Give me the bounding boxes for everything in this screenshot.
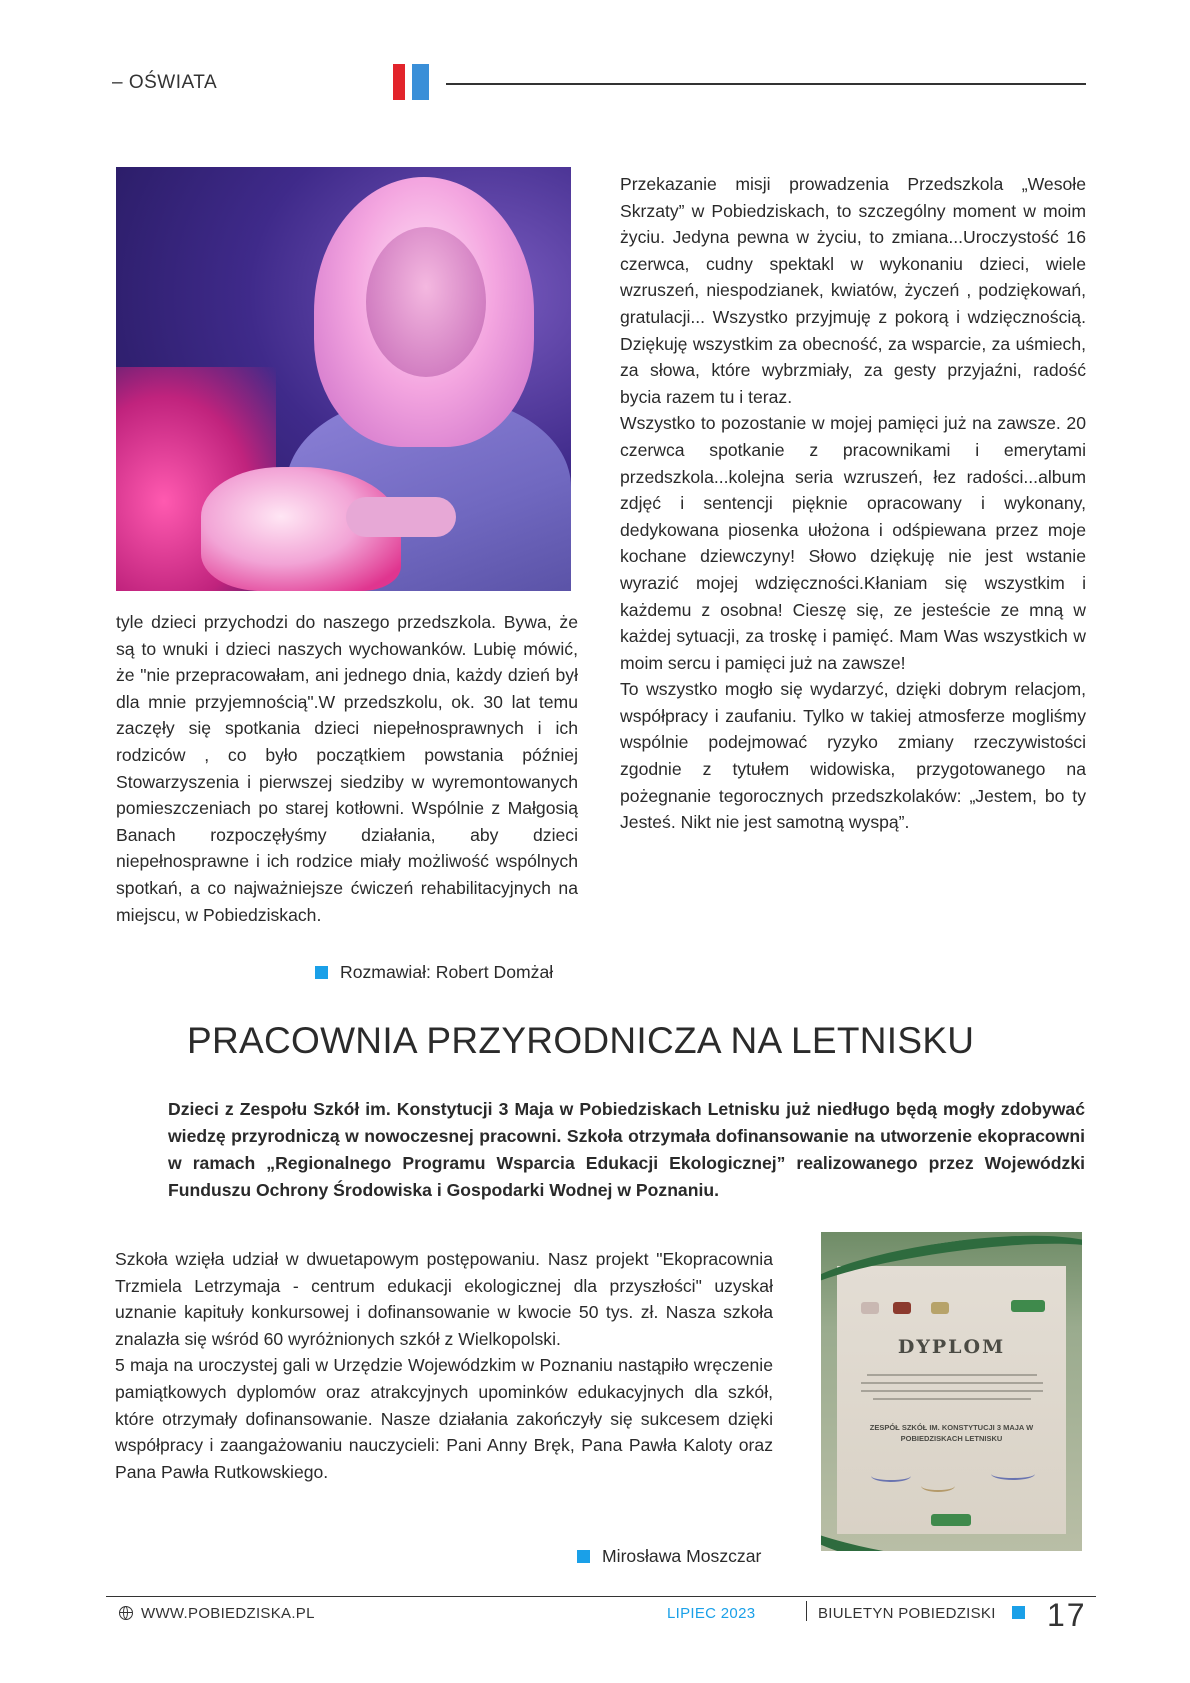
footer-separator bbox=[806, 1601, 807, 1621]
square-bullet-icon bbox=[577, 1550, 590, 1563]
footer-publication: BIULETYN POBIEDZISKI bbox=[818, 1605, 996, 1622]
diploma-title: DYPLOM bbox=[897, 1336, 1006, 1358]
article1-left-paragraph: tyle dzieci przychodzi do naszego przedszkola. Bywa, że są to wnuki i dzieci naszych wychowanków. Lubię mówić, że "nie przepracowałam, ani jednego dnia, każdy dzień był dla mnie przyjemnością".W przedszkolu, ok. 30 lat temu zaczęły się spotkania dzieci niepełnosprawnych i ich rodziców , co było początkiem powstania później Stowarzyszenia i pierwszej siedziby w wyremontowanych pomieszczeniach po starej kotłowni. Wspólnie z Małgosią Banach rozpoczęłyśmy działania, aby dzieci niepełnosprawne i ich rodzice miały możliwość wspólnych spotkań, a co najważniejsze ćwiczeń rehabilitacyjnych na miejscu, w Pobiedziskach. bbox=[116, 612, 578, 925]
logo-icon bbox=[931, 1514, 971, 1526]
article1-right-paragraph: Wszystko to pozostanie w mojej pamięci już na zawsze. 20 czerwca spotkanie z pracownikami i emerytami przedszkola...kolejna seria wzruszeń, łez radości...album zdjęć i sentencji pięknie opracowany i wykonany, dedykowana piosenka ułożona i odśpiewana przez moje kochane dziewczyny! Słowo dziękuję nie jest wstanie wyrazić mojej wdzięczności.Kłaniam się wszystkim i każdemu z osobna! Cieszę się, ze jesteście ze mną w każdej sytuacji, za troskę i pamięć. Mam Was wszystkich w moim sercu i pamięci już na zawsze! bbox=[620, 413, 1086, 673]
square-bullet-icon bbox=[315, 966, 328, 979]
article2-byline bbox=[577, 1546, 761, 1567]
byline-text: Rozmawiał: Robert Domżał bbox=[340, 962, 554, 982]
article1-byline bbox=[315, 962, 553, 983]
article2-lead: Dzieci z Zespołu Szkół im. Konstytucji 3 Maja w Pobiedziskach Letnisku już niedługo będą mogły zdobywać wiedzę przyrodniczą w nowoczesnej pracowni. Szkoła otrzymała dofinansowanie na utworzenie ekopracowni w ramach „Regionalnego Programu Wsparcia Edukacji Ekologicznej” realizowanego przez Wojewódzki Funduszu Ochrony Środowiska i Gospodarki Wodnej w Poznaniu. bbox=[168, 1099, 1085, 1200]
footer-date: LIPIEC 2023 bbox=[667, 1605, 756, 1622]
diploma-school: ZESPÓŁ SZKÓŁ IM. KONSTYTUCJI 3 MAJA W POBIEDZISKACH LETNISKU bbox=[869, 1423, 1034, 1443]
page-number: 17 bbox=[1047, 1597, 1087, 1633]
section-label: – OŚWIATA bbox=[112, 72, 218, 93]
website-text: WWW.POBIEDZISKA.PL bbox=[141, 1605, 315, 1622]
diploma-photo bbox=[821, 1232, 1082, 1551]
signature-icon bbox=[921, 1480, 955, 1492]
globe-icon bbox=[119, 1606, 133, 1620]
article1-right-column bbox=[620, 171, 1086, 836]
article1-left-column bbox=[116, 609, 578, 928]
logo-icon bbox=[1011, 1300, 1045, 1312]
logo-icon bbox=[861, 1302, 879, 1314]
portrait-photo bbox=[116, 167, 571, 591]
article2-body bbox=[115, 1246, 773, 1485]
flag-blue-bar bbox=[412, 64, 429, 100]
article1-right-paragraph: To wszystko mogło się wydarzyć, dzięki dobrym relacjom, współpracy i zaufaniu. Tylko w takiej atmosferze mogliśmy wspólnie podejmować ryzyko zmiany rzeczywistości zgodnie z tytułem widowiska, przygotowanego na pożegnanie tegorocznych przedszkolaków: „Jestem, bo ty Jesteś. Nikt nie jest samotną wyspą”. bbox=[620, 679, 1086, 833]
article1-right-paragraph: Przekazanie misji prowadzenia Przedszkola „Wesołe Skrzaty” w Pobiedziskach, to szczególny moment w moim życiu. Jedyna pewna w życiu, to zmiana...Uroczystość 16 czerwca, cudny spektakl w wykonaniu dzieci, wiele wzruszeń, niespodzianek, kwiatów, życzeń , podziękowań, gratulacji... Wszystko przyjmuję z pokorą i wdzięcznością. Dziękuję wszystkim za obecność, za wsparcie, za uśmiech, za słowa, które wybrzmiały, za gesty przyjaźni, radość bycia razem tu i teraz. bbox=[620, 174, 1086, 407]
flag-red-bar bbox=[393, 64, 405, 100]
article2-paragraph: 5 maja na uroczystej gali w Urzędzie Wojewódzkim w Poznaniu nastąpiło wręczenie pamiątkowych dyplomów oraz atrakcyjnych upominków edukacyjnych dla szkół, które otrzymały dofinansowanie. Nasze działania zakończyły się sukcesem dzięki współpracy i zaangażowaniu nauczycieli: Pani Anny Bręk, Pana Pawła Kaloty oraz Pana Pawła Rutkowskiego. bbox=[115, 1355, 773, 1482]
logo-icon bbox=[893, 1302, 911, 1314]
footer-rule bbox=[106, 1596, 1096, 1597]
logo-icon bbox=[931, 1302, 949, 1314]
footer-website[interactable] bbox=[119, 1605, 315, 1622]
byline-text: Mirosława Moszczar bbox=[602, 1546, 762, 1566]
header-rule bbox=[446, 83, 1086, 85]
article2-paragraph: Szkoła wzięła udział w dwuetapowym postępowaniu. Nasz projekt "Ekopracownia Trzmiela Letrzymaja - centrum edukacji ekologicznej dla przyszłości" uzyskał uznanie kapituły konkursowej i dofinansowanie w kwocie 50 tys. zł. Nasza szkoła znalazła się wśród 60 wyróżnionych szkół z Wielkopolski. bbox=[115, 1249, 773, 1349]
signature-icon bbox=[991, 1468, 1035, 1480]
signature-icon bbox=[871, 1470, 911, 1482]
article2-headline: PRACOWNIA PRZYRODNICZA NA LETNISKU bbox=[187, 1020, 975, 1061]
square-bullet-icon bbox=[1012, 1606, 1025, 1619]
